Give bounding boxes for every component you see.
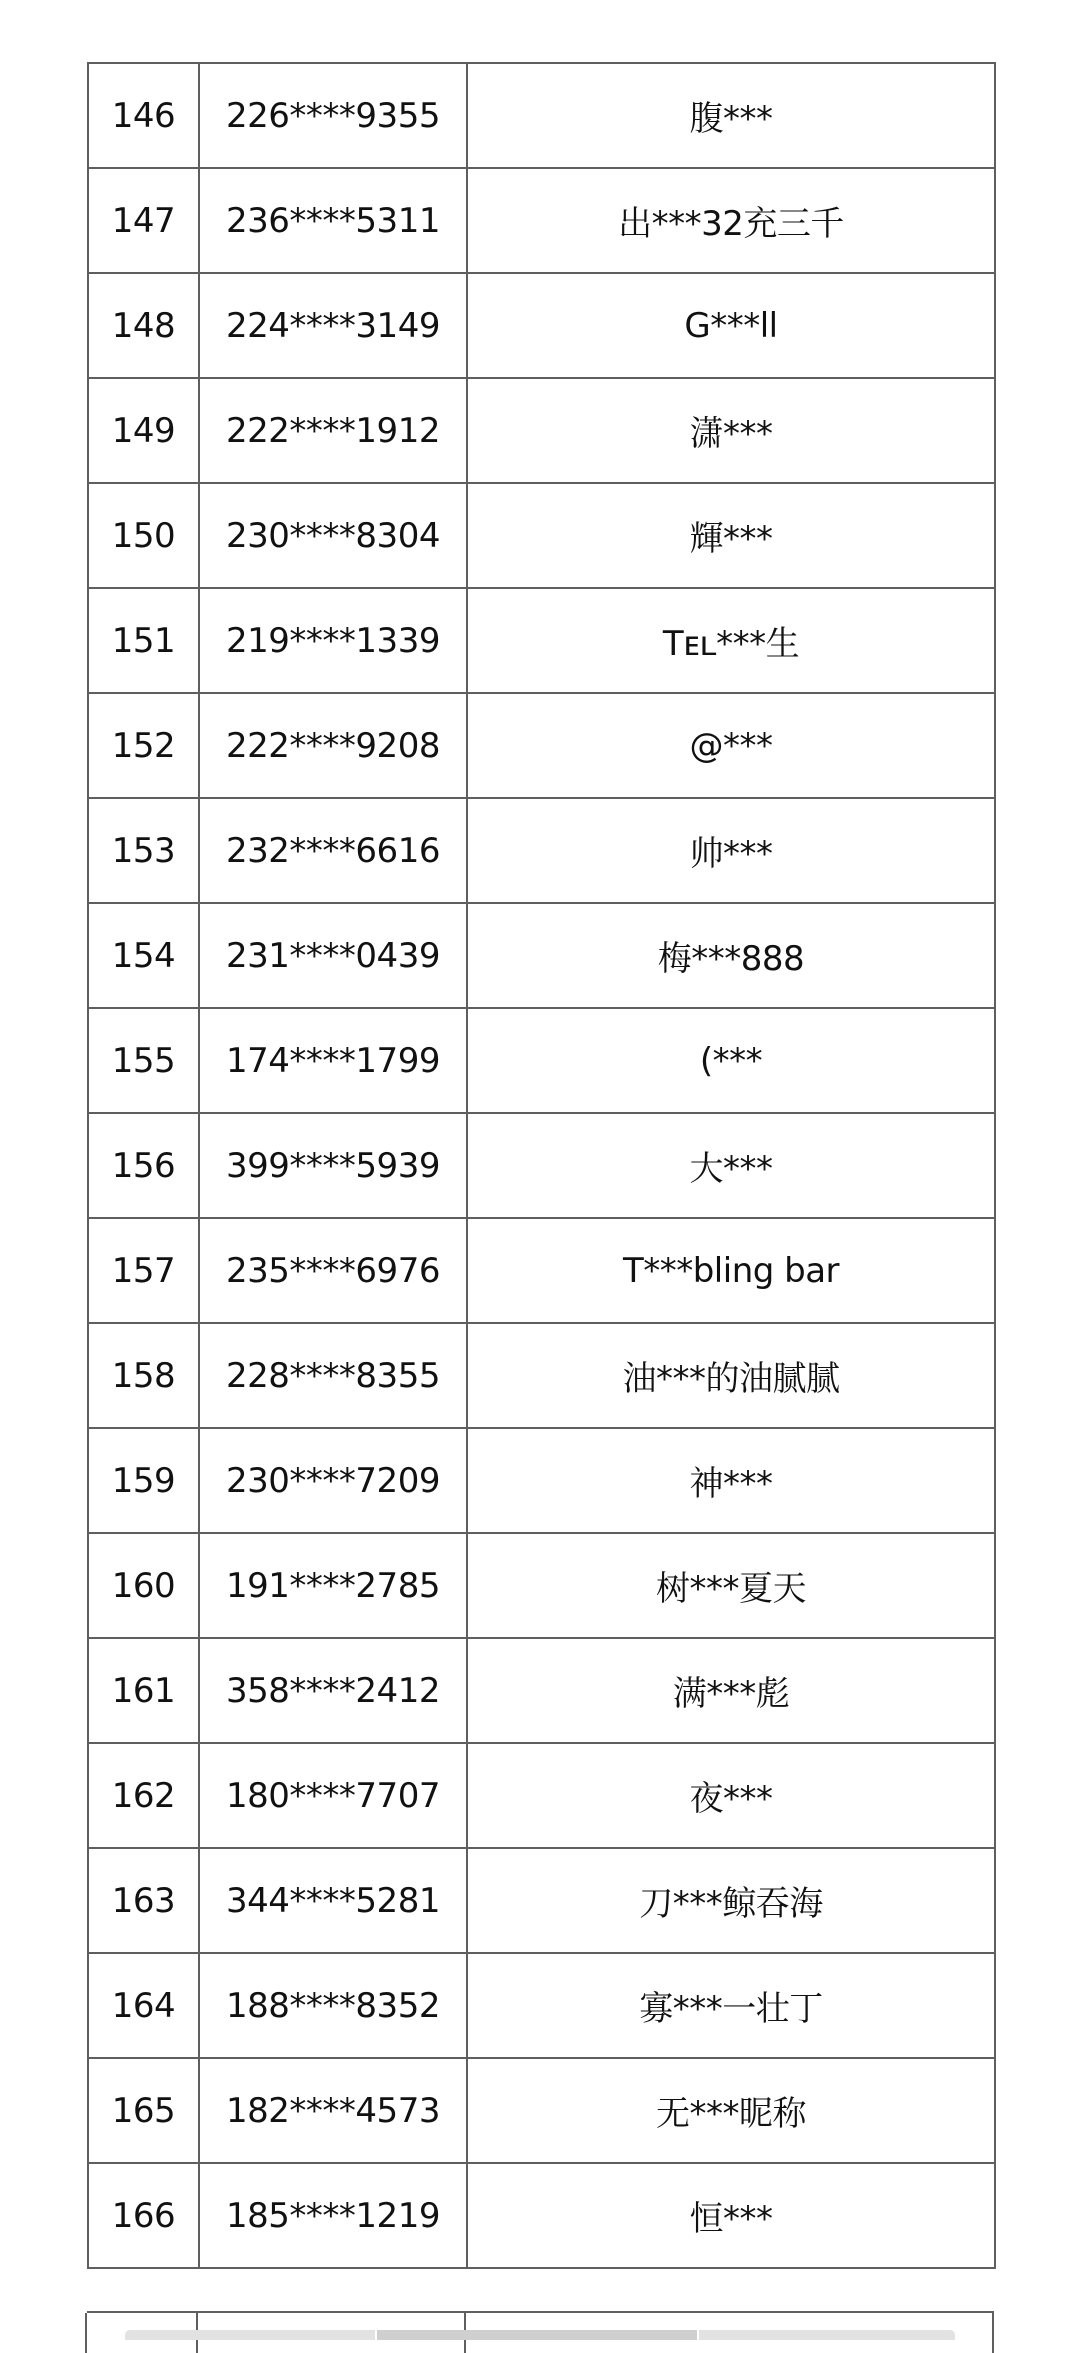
row-index-cell: 163 bbox=[88, 1848, 199, 1953]
nickname-cell: 腹*** bbox=[467, 63, 995, 168]
nickname-cell: 帅*** bbox=[467, 798, 995, 903]
row-index-cell: 149 bbox=[88, 378, 199, 483]
user-id-cell: 235****6976 bbox=[199, 1218, 467, 1323]
table-row bbox=[88, 168, 995, 273]
horizontal-scrollbar[interactable] bbox=[125, 2330, 955, 2340]
row-index-cell: 165 bbox=[88, 2058, 199, 2163]
nickname-cell: 潇*** bbox=[467, 378, 995, 483]
table-row bbox=[88, 1113, 995, 1218]
user-id-cell: 222****1912 bbox=[199, 378, 467, 483]
scrollbar-thumb[interactable] bbox=[375, 2330, 699, 2340]
row-index-cell: 159 bbox=[88, 1428, 199, 1533]
table-row bbox=[88, 798, 995, 903]
row-index-cell: 158 bbox=[88, 1323, 199, 1428]
user-id-cell: 231****0439 bbox=[199, 903, 467, 1008]
user-id-cell: 230****8304 bbox=[199, 483, 467, 588]
user-id-cell: 344****5281 bbox=[199, 1848, 467, 1953]
nickname-cell: @*** bbox=[467, 693, 995, 798]
table-row bbox=[88, 1638, 995, 1743]
user-id-cell: 236****5311 bbox=[199, 168, 467, 273]
table-row bbox=[88, 693, 995, 798]
table-row bbox=[88, 378, 995, 483]
row-index-cell: 147 bbox=[88, 168, 199, 273]
nickname-cell: 出***32充三千 bbox=[467, 168, 995, 273]
table-row bbox=[88, 1323, 995, 1428]
nickname-cell: T***bling bar bbox=[467, 1218, 995, 1323]
row-index-cell: 164 bbox=[88, 1953, 199, 2058]
table-row bbox=[88, 903, 995, 1008]
cell-border bbox=[85, 2313, 87, 2353]
nickname-cell: 树***夏天 bbox=[467, 1533, 995, 1638]
nickname-cell: 寡***一壮丁 bbox=[467, 1953, 995, 2058]
nickname-cell: 輝*** bbox=[467, 483, 995, 588]
table-row bbox=[88, 1428, 995, 1533]
nickname-cell: Tᴇʟ***生 bbox=[467, 588, 995, 693]
table-row bbox=[88, 483, 995, 588]
table-row bbox=[88, 2058, 995, 2163]
table-row bbox=[88, 1008, 995, 1113]
user-id-cell: 182****4573 bbox=[199, 2058, 467, 2163]
table-row bbox=[88, 1953, 995, 2058]
row-index-cell: 146 bbox=[88, 63, 199, 168]
row-index-cell: 162 bbox=[88, 1743, 199, 1848]
user-id-cell: 191****2785 bbox=[199, 1533, 467, 1638]
nickname-cell: 梅***888 bbox=[467, 903, 995, 1008]
nickname-cell: 刀***鲸吞海 bbox=[467, 1848, 995, 1953]
nickname-cell: 夜*** bbox=[467, 1743, 995, 1848]
user-id-cell: 188****8352 bbox=[199, 1953, 467, 2058]
user-id-cell: 180****7707 bbox=[199, 1743, 467, 1848]
cell-border bbox=[992, 2313, 994, 2353]
user-id-cell: 228****8355 bbox=[199, 1323, 467, 1428]
table-row bbox=[88, 273, 995, 378]
user-id-cell: 230****7209 bbox=[199, 1428, 467, 1533]
row-index-cell: 148 bbox=[88, 273, 199, 378]
table-row bbox=[88, 63, 995, 168]
row-index-cell: 151 bbox=[88, 588, 199, 693]
table-row bbox=[88, 1848, 995, 1953]
winners-table bbox=[87, 62, 996, 2269]
row-index-cell: 161 bbox=[88, 1638, 199, 1743]
winners-table-container bbox=[87, 62, 994, 2269]
user-id-cell: 222****9208 bbox=[199, 693, 467, 798]
row-index-cell: 157 bbox=[88, 1218, 199, 1323]
row-index-cell: 150 bbox=[88, 483, 199, 588]
nickname-cell: 恒*** bbox=[467, 2163, 995, 2268]
nickname-cell: 神*** bbox=[467, 1428, 995, 1533]
table-row bbox=[88, 1743, 995, 1848]
table-row bbox=[88, 1533, 995, 1638]
row-index-cell: 152 bbox=[88, 693, 199, 798]
user-id-cell: 219****1339 bbox=[199, 588, 467, 693]
nickname-cell: 大*** bbox=[467, 1113, 995, 1218]
nickname-cell: 油***的油腻腻 bbox=[467, 1323, 995, 1428]
row-index-cell: 160 bbox=[88, 1533, 199, 1638]
row-index-cell: 155 bbox=[88, 1008, 199, 1113]
user-id-cell: 358****2412 bbox=[199, 1638, 467, 1743]
row-index-cell: 156 bbox=[88, 1113, 199, 1218]
user-id-cell: 226****9355 bbox=[199, 63, 467, 168]
table-row bbox=[88, 1218, 995, 1323]
winners-table-body bbox=[88, 63, 995, 2268]
table-row bbox=[88, 588, 995, 693]
user-id-cell: 399****5939 bbox=[199, 1113, 467, 1218]
table-row bbox=[88, 2163, 995, 2268]
nickname-cell: G***ll bbox=[467, 273, 995, 378]
nickname-cell: 满***彪 bbox=[467, 1638, 995, 1743]
row-index-cell: 154 bbox=[88, 903, 199, 1008]
user-id-cell: 185****1219 bbox=[199, 2163, 467, 2268]
row-index-cell: 166 bbox=[88, 2163, 199, 2268]
user-id-cell: 174****1799 bbox=[199, 1008, 467, 1113]
nickname-cell: (*** bbox=[467, 1008, 995, 1113]
user-id-cell: 224****3149 bbox=[199, 273, 467, 378]
nickname-cell: 无***昵称 bbox=[467, 2058, 995, 2163]
user-id-cell: 232****6616 bbox=[199, 798, 467, 903]
row-index-cell: 153 bbox=[88, 798, 199, 903]
